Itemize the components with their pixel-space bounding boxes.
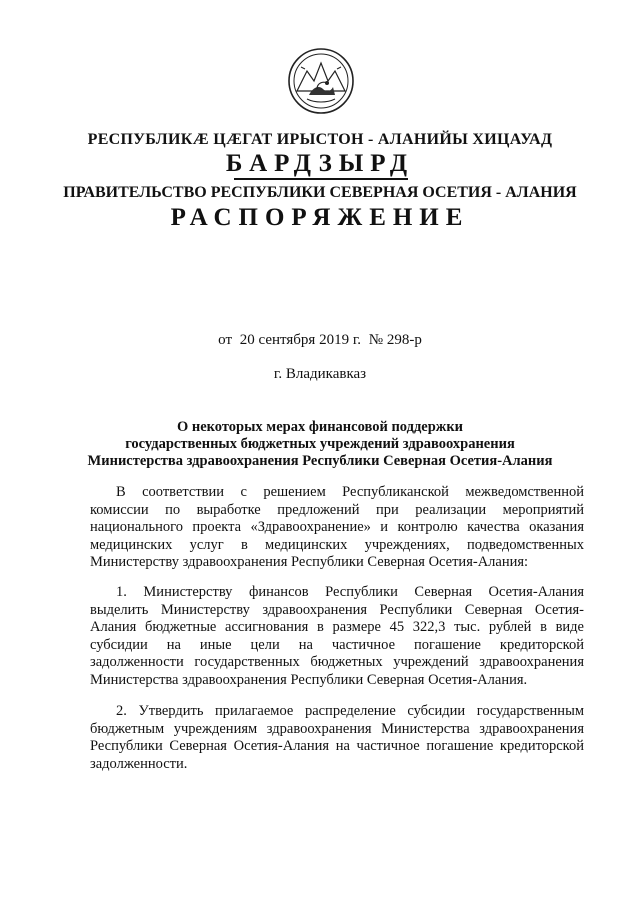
emblem-seal-icon: [287, 47, 355, 115]
paragraph-line: бюджетным учреждениям здравоохранения Министерства здравоохранения: [90, 720, 584, 737]
paragraph-line: выделить Министерству здравоохранения Республики Северная Осетия-: [90, 601, 584, 618]
paragraph-line: 2. Утвердить прилагаемое распределение субсидии государственным: [116, 703, 584, 719]
paragraph-item-1: [90, 584, 584, 689]
paragraph-line: задолженности государственных бюджетных учреждений здравоохранения: [90, 654, 584, 670]
header-ossetian-line: РЕСПУБЛИКӔ ЦӔГАТ ИРЫСТОН - АЛАНИЙЫ ХИЦАУАД: [87, 131, 553, 148]
document-number: № 298-р: [368, 332, 422, 348]
coat-of-arms-emblem: [287, 47, 355, 115]
paragraph-line: В соответствии с решением Республиканской межведомственной: [116, 484, 584, 500]
paragraph-line: медицинских услуг в медицинских учреждениях, подведомственных: [90, 536, 584, 553]
paragraph-line: национального проекта «Здравоохранение» и контролю качества оказания: [90, 519, 584, 535]
paragraph-line: комиссии по выработке предложений при реализации мероприятий: [90, 501, 584, 518]
paragraph-line: Министерству здравоохранения Республики Северная Осетия-Алания:: [90, 554, 529, 570]
paragraph-line: 1. Министерству финансов Республики Северная Осетия-Алания: [116, 584, 584, 600]
header-bardzyrd: БАРДЗЫРД: [225, 150, 415, 177]
document-type-heading: РАСПОРЯЖЕНИЕ: [170, 204, 470, 231]
title-line: Министерства здравоохранения Республики Северная Осетия-Алания: [87, 453, 553, 469]
title-line: О некоторых мерах финансовой поддержки: [176, 419, 464, 435]
document-city: г. Владикавказ: [273, 366, 367, 382]
paragraph-line: Алания бюджетные ассигнования в размере 45 322,3 тыс. рублей в виде: [90, 619, 584, 635]
document-title: [60, 419, 580, 470]
paragraph-line: субсидии на иные цели на частичное погашение кредиторской: [90, 636, 584, 653]
date-line: [0, 332, 640, 349]
paragraph-line: Республики Северная Осетия-Алания на частичное погашение кредиторской: [90, 738, 584, 754]
document-date: 20 сентября 2019 г.: [239, 332, 362, 348]
header-government-line: ПРАВИТЕЛЬСТВО РЕСПУБЛИКИ СЕВЕРНАЯ ОСЕТИЯ - АЛАНИЯ: [63, 184, 577, 201]
date-prefix: от: [218, 332, 232, 348]
header-divider: [234, 178, 408, 180]
paragraph-line: Министерства здравоохранения Республики Северная Осетия-Алания.: [90, 671, 528, 688]
paragraph-item-2: [90, 703, 584, 773]
paragraph-line: задолженности.: [90, 755, 188, 772]
paragraph-preamble: [90, 484, 584, 572]
title-line: государственных бюджетных учреждений здравоохранения: [125, 436, 515, 452]
